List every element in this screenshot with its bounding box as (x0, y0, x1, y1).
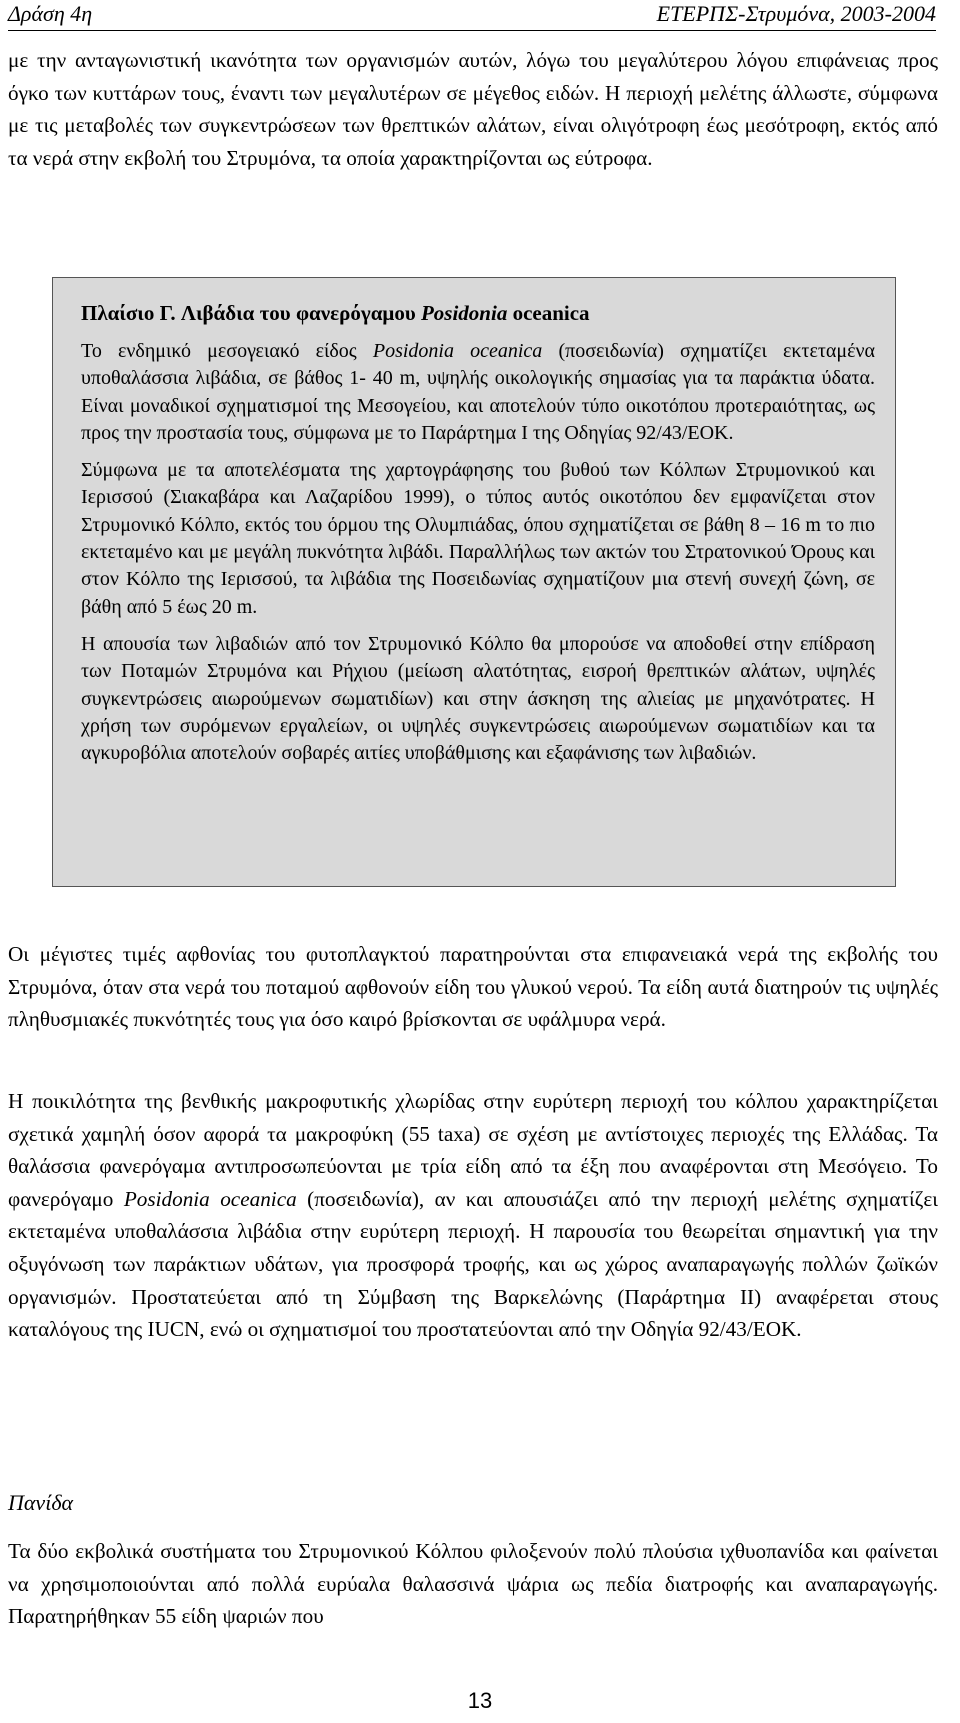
box-paragraph-1 (81, 338, 875, 447)
benthic-species: Posidonia oceanica (123, 1186, 297, 1211)
header-section-label: Δράση 4η (8, 1, 93, 26)
box-title-text: Λιβάδια του φανερόγαμου (180, 301, 416, 325)
box-paragraph-2: Σύμφωνα με τα αποτελέσματα της χαρτογράφησης του βυθού των Κόλπων Στρυμονικού και Ιερισσού (Σιακαβάρα και Λαζαρίδου 1999), ο τύπος αυτός οικοτόπου δεν εμφανίζεται στον Στρυμονικό Κόλπο, εκτός του όρμου της Ολυμπιάδας, όπου σχηματίζεται σε βάθη 8 – 16 m το πιο εκτεταμένο και με μεγάλη πυκνότητα λιβάδι. Παραλλήλως των ακτών του Στρατονικού Όρους και στον Κόλπο της Ιερισσού, τα λιβάδια της Ποσειδωνίας σχηματίζουν μια στενή συνεχή ζώνη, σε βάθη από 5 έως 20 m. (81, 459, 875, 618)
intro-paragraph: με την ανταγωνιστική ικανότητα των οργανισμών αυτών, λόγω του μεγαλύτερου λόγου επιφάνειας προς όγκο των κυττάρων τους, έναντι των μεγαλυτέρων σε μέγεθος ειδών. Η περιοχή μελέτης άλλωστε, σύμφωνα με τις μεταβολές των συγκεντρώσεων των θρεπτικών αλάτων, είναι ολιγότροφη έως μεσότροφη, εκτός από τα νερά στην εκβολή του Στρυμόνα, τα οποία χαρακτηρίζονται ως εύτροφα. (8, 48, 938, 170)
benthic-paragraph (8, 1085, 938, 1346)
phytoplankton-paragraph: Οι μέγιστες τιμές αφθονίας του φυτοπλαγκτού παρατηρούνται στα επιφανειακά νερά της εκβολής του Στρυμόνα, όταν στα νερά του ποταμού αφθονούν είδη του γλυκού νερού. Τα είδη αυτά διατηρούν τις υψηλές πληθυσμιακές πυκνότητές τους για όσο καιρό βρίσκονται σε υφάλμυρα νερά. (8, 942, 938, 1032)
box-p1-start: Το ενδημικό μεσογειακό είδος (81, 340, 357, 362)
box-title-tail: oceanica (512, 301, 590, 325)
box-title (81, 298, 875, 328)
box-title-species: Posidonia (420, 301, 508, 325)
fauna-paragraph: Τα δύο εκβολικά συστήματα του Στρυμονικού Κόλπου φιλοξενούν πολύ πλούσια ιχθυοπανίδα και φαίνεται να χρησιμοποιούνται από πολλά ευρύαλα θαλασσινά ψάρια ως πεδία διατροφής και αναπαραγωγής. Παρατηρήθηκαν 55 είδη ψαριών που (8, 1539, 938, 1629)
page-number: 13 (467, 1688, 493, 1713)
header-project-label: ΕΤΕΡΠΣ-Στρυμόνα, 2003-2004 (656, 1, 936, 26)
box-p1-species: Posidonia oceanica (372, 340, 543, 362)
box-p1-end: (ποσειδωνία) σχηματίζει εκτεταμένα υποθαλάσσια λιβάδια, σε βάθος 1- 40 m, υψηλής οικολογικής σημασίας για τα παράκτια ύδατα. Είναι μοναδικοί σχηματισμοί της Μεσογείου, και αποτελούν τύπο οικοτόπου προτεραιότητας, ως προς την προστασία τους, σύμφωνα με το Παράρτημα Ι της Οδηγίας 92/43/ΕΟΚ. (81, 340, 876, 444)
box-paragraph-3: Η απουσία των λιβαδιών από τον Στρυμονικό Κόλπο θα μπορούσε να αποδοθεί στην επίδραση των Ποταμών Στρυμόνα και Ρήχιου (μείωση αλατότητας, εισροή θρεπτικών αλάτων, υψηλές συγκεντρώσεις αιωρούμενων σωματιδίων) και στην άσκηση της αλιείας με μηχανότρατες. Η χρήση των συρόμενων εργαλείων, οι υψηλές συγκεντρώσεις αιωρούμενων σωματιδίων και τα αγκυροβόλια αποτελούν σοβαρές αιτίες υποβάθμισης και εξαφάνισης των λιβαδιών. (81, 632, 875, 765)
box-title-label: Πλαίσιο Γ. (81, 301, 176, 325)
page-header (8, 0, 936, 31)
benthic-start: Η ποικιλότητα της βενθικής μακροφυτικής χλωρίδας στην ευρύτερη περιοχή του κόλπου χαρακτηρίζεται σχετικά χαμηλή όσον αφορά τα μακροφύκη (55 taxa) σε σχέση με αντίστοιχες περιοχές της Ελλάδας. Τα θαλάσσια φανερόγαμα αντιπροσωπεύονται με τρία είδη από τα έξη που αναφέρονται στη Μεσόγειο. Το φανερόγαμο (8, 1089, 938, 1211)
info-box (52, 277, 896, 887)
section-heading-fauna: Πανίδα (8, 1490, 74, 1515)
benthic-end: (ποσειδωνία), αν και απουσιάζει από την περιοχή μελέτης σχηματίζει εκτεταμένα υποθαλάσσια λιβάδια στην ευρύτερη περιοχή. Η παρουσία του θεωρείται σημαντική για την οξυγόνωση των παράκτιων υδάτων, για προσφορά τροφής, και ως χώρος αναπαραγωγής πολλών ζωϊκών οργανισμών. Προστατεύεται από τη Σύμβαση της Βαρκελώνης (Παράρτημα ΙΙ) αναφέρεται στους καταλόγους της IUCN, ενώ οι σχηματισμοί του προστατεύονται από την Οδηγία 92/43/ΕΟΚ. (8, 1186, 939, 1342)
